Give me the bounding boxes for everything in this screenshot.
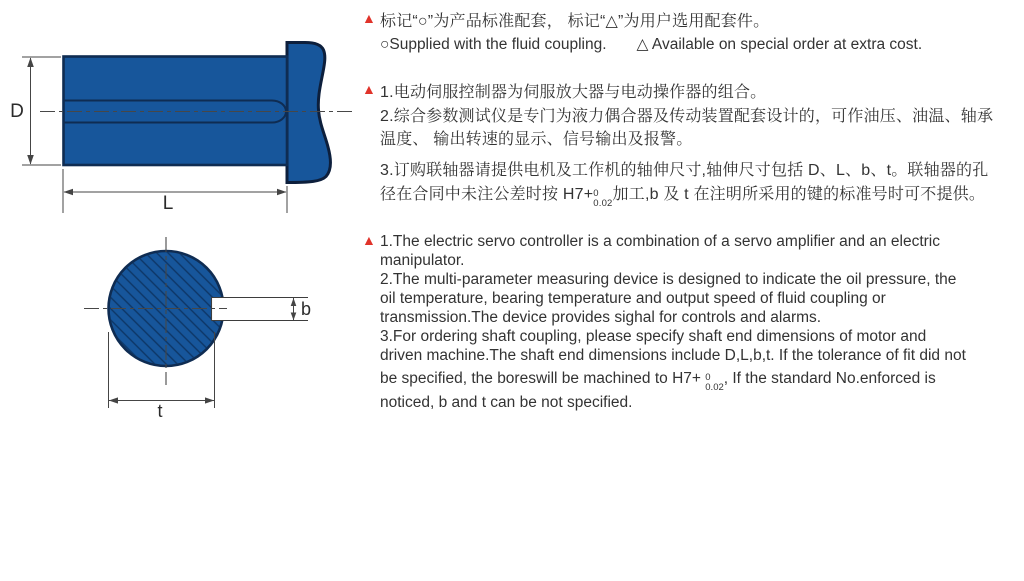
- red-triangle-icon: ▲: [362, 232, 376, 248]
- red-triangle-icon: ▲: [362, 10, 376, 26]
- legend-supplied: ○Supplied with the fluid coupling.: [380, 35, 607, 53]
- arrow-d-bottom: [27, 155, 34, 165]
- cn-note-2b: 温度、 输出转速的显示、信号输出及报警。: [380, 131, 693, 148]
- note-block-english: [364, 232, 1016, 412]
- cn-note-2: 2.综合参数测试仪是专门为液力偶合器及传动装置配套设计的，可作油压、油温、轴承: [380, 107, 994, 125]
- tolerance-upper: 0: [593, 187, 599, 199]
- cn-tolerance-post: 加工,b 及 t 在注明所采用的键的标准号时可不提供。: [612, 186, 986, 203]
- en-note-3: 3.For ordering shaft coupling, please specify shaft end dimensions of motor and: [380, 328, 927, 345]
- arrow-t-left: [109, 397, 118, 403]
- en-note-2c: transmission.The device provides sighal for controls and alarms.: [380, 309, 822, 326]
- arrow-l-left: [64, 189, 74, 195]
- en-note-1b: manipulator.: [380, 252, 465, 269]
- dim-label-t: t: [157, 401, 163, 421]
- arrow-d-top: [27, 58, 34, 68]
- shaft-body: [64, 57, 288, 166]
- arrow-l-right: [277, 189, 287, 195]
- cn-note-1: 1.电动伺服控制器为伺服放大器与电动操作器的组合。: [380, 84, 767, 101]
- red-triangle-icon: ▲: [362, 81, 376, 97]
- en-tolerance-pre: be specified, the boreswill be machined to H7+: [380, 370, 706, 387]
- en-tolerance-post: , If the standard No.enforced is: [723, 370, 936, 387]
- tolerance-stack: [705, 373, 724, 394]
- note-block-chinese: [364, 81, 1016, 209]
- en-note-3c: [380, 366, 1016, 393]
- shaft-drawing-svg: [0, 0, 360, 440]
- en-note-1: 1.The electric servo controller is a combination of a servo amplifier and an electric: [380, 233, 940, 250]
- legend-line-en: [380, 34, 1016, 55]
- tolerance-lower: 0.02: [593, 198, 613, 209]
- cn-note-3b: [380, 182, 1016, 209]
- dim-label-l: L: [162, 193, 174, 214]
- dim-label-d: D: [10, 101, 24, 122]
- en-note-3d: noticed, b and t can be not specified.: [380, 394, 633, 412]
- shaft-side-view: [10, 43, 354, 215]
- tolerance-upper: 0: [705, 371, 711, 383]
- shaft-drawing: [0, 0, 360, 440]
- en-note-2: 2.The multi-parameter measuring device is designed to indicate the oil pressure, the: [380, 271, 957, 288]
- en-note-3b: driven machine.The shaft end dimensions include D,L,b,t. If the tolerance of fit did not: [380, 347, 966, 364]
- tolerance-stack: [593, 189, 612, 210]
- cn-note-3: 3.订购联轴器请提供电机及工作机的轴伸尺寸,轴伸尺寸包括 D、L、b、t。联轴器的孔: [380, 161, 989, 179]
- legend-line-cn: 标记“○”为产品标准配套， 标记“△”为用户选用配套件。: [380, 13, 770, 30]
- note-block-legend: [364, 10, 1016, 55]
- arrow-b-bottom: [291, 313, 297, 321]
- legend-available: △ Available on special order at extra cost.: [636, 35, 923, 53]
- coupling-hub: [287, 43, 330, 183]
- dim-label-b: b: [301, 299, 312, 319]
- dimension-l: [63, 169, 287, 213]
- shaft-section-view: [84, 237, 311, 421]
- cn-tolerance-pre: 径在合同中未注公差时按 H7+: [380, 186, 594, 203]
- en-note-2b: oil temperature, bearing temperature and output speed of fluid coupling or: [380, 290, 886, 307]
- arrow-t-right: [205, 397, 214, 403]
- tolerance-lower: 0.02: [705, 382, 724, 393]
- arrow-b-top: [291, 298, 297, 306]
